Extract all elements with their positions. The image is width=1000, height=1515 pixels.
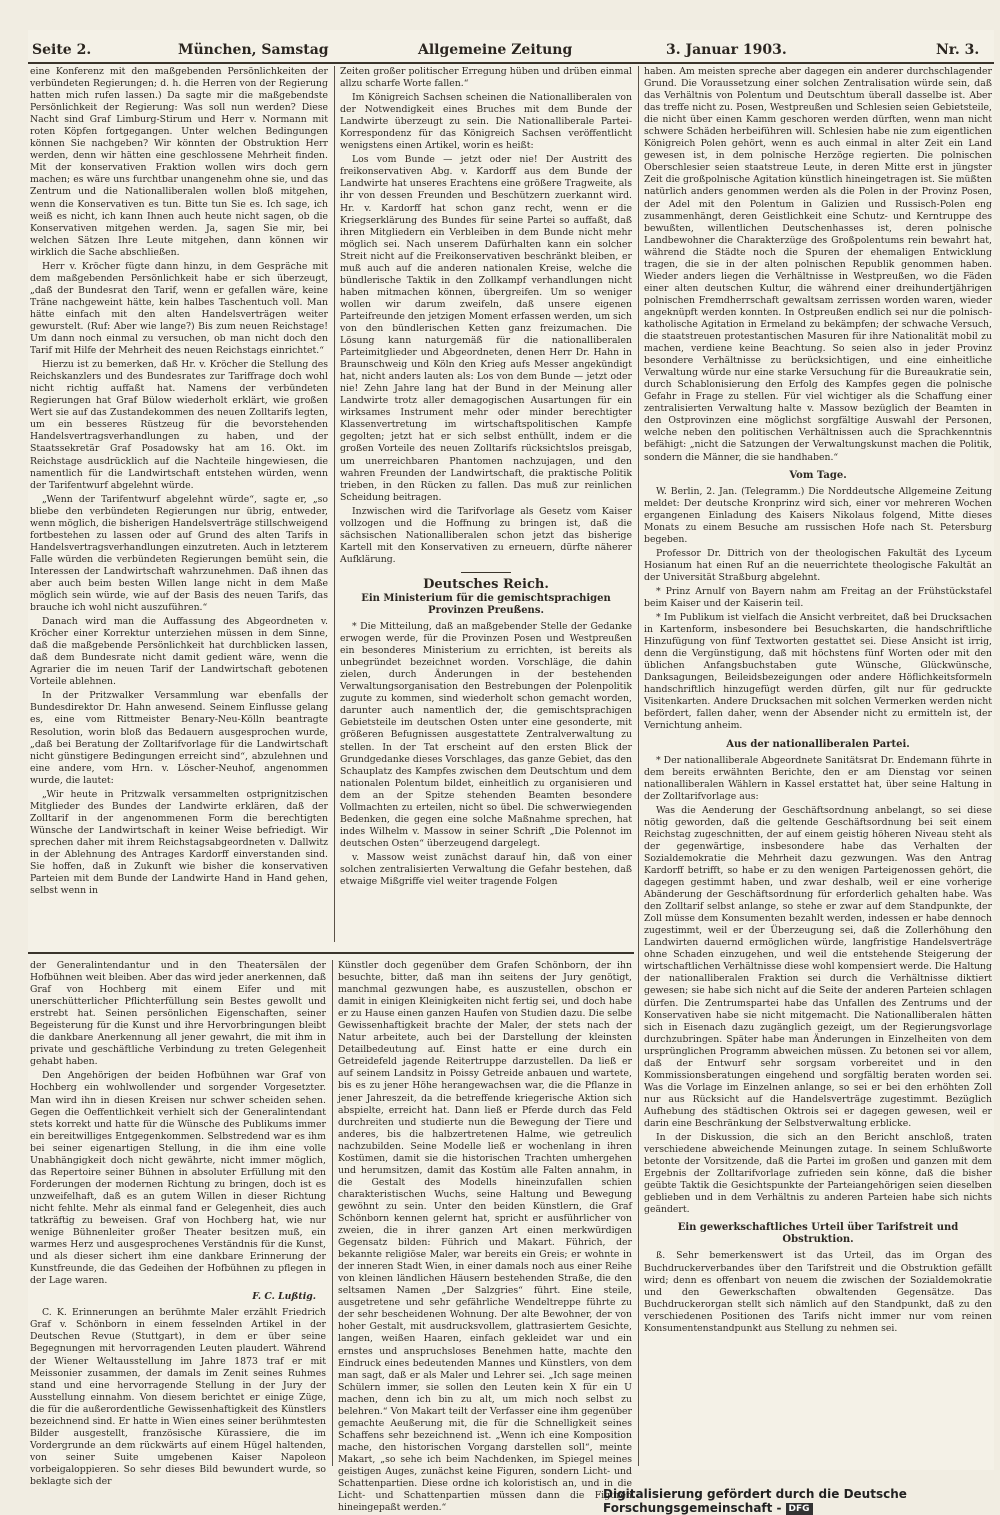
paragraph: Den Angehörigen der beiden Hofbühnen war Graf von Hochberg ein wohlwollender und sorgender Vorgesetzter. Man wird ihn in diesen Kreisen nur schwer scheiden sehen. Gegen die Oeffentlichkeit verhielt sich der Generalintendant stets korrekt und hatte für die Wünsche des Publikums immer ein bereitwilliges Entgegenkommen. Selbstredend war es ihm bei seiner eigenartigen Stellung, in die ihm eine volle Unabhängigkeit doch nicht gewährte, nicht immer möglich, das Repertoire seiner Bühnen in absoluter Erfüllung mit den Forderungen der modernen Richtung zu bringen, doch ist es unzweifelhaft, daß es an gutem Willen in dieser Richtung nicht fehlte. Mehr als einmal fand er Gelegenheit, dies auch tatkräftig zu beweisen. Graf von Hochberg hat, wie nur wenige Bühnenleiter großer Theater besitzen muß, ein warmes Herz und ausgesprochenes Verständnis für die Kunst, und als dieser sichert ihm eine dankbare Erinnerung der Kunstfreunde, die das Gedeihen der Hofbühnen zu pflegen in der Lage waren. xyxy=(30,1070,326,1287)
paragraph: Danach wird man die Auffassung des Abgeordneten v. Kröcher einer Korrektur unterziehen müssen in dem Sinne, daß die maßgebende Persönlichkeit hat durchblicken lassen, daß dem Bundesrate nicht damit gedient wäre, wenn die Agrarier die im neuen Tarif der Landwirtschaft gebotenen Vorteile ablehnen. xyxy=(30,616,328,688)
issue-number: Nr. 3. xyxy=(936,42,980,58)
issue-date: 3. Januar 1903. xyxy=(666,42,787,58)
column-divider xyxy=(332,960,333,1466)
dfg-logo: DFG xyxy=(786,1503,813,1515)
quotation: Los vom Bunde — jetzt oder nie! Der Austritt des freikonservativen Abg. v. Kardorff aus dem Bunde der Landwirte hat unseres Erachtens eine größere Tragweite, als ihr von dessen Freunden und Beschützern zuerkannt wird. Hr. v. Kardorff hat schon ganz recht, wenn er die Kriegserklärung des Bundes für seine Partei so auffaßt, daß ihren Mitgliedern ein Verbleiben in dem Bunde nicht mehr möglich sei. Nach unserem Dafürhalten kann ein solcher Streit nicht auf die Freikonservativen beschränkt bleiben, er muß auch auf die anderen nationalen Kreise, welche die bündlerische Taktik in den Zollkampf verhandlungen nicht haben mitmachen können, übergreifen. Um so weniger wollen wir darum zweifeln, daß unsere eigenen Parteifreunde den jetzigen Moment erfassen werden, um sich von den bündlerischen Ketten ganz freizumachen. Die Lösung kann naturgemäß für die nationalliberalen Parteimitglieder und Abgeordneten, denen Herr Dr. Hahn in Braunschweig und Köln den Krieg aufs Messer angekündigt hat, nicht anders lauten als: Los von dem Bunde — jetzt oder nie! Zehn Jahre lang hat der Bund in der Meinung aller Landwirte trotz aller demagogischen Ausartungen für ein wirksames Instrument mehr oder minder berechtigter Klassenvertretung im wirtschaftspolitischen Kampfe gegolten; jetzt hat er sich selbst enthüllt, indem er die großen Vorteile des neuen Zolltarifs rücksichtslos preisgab, um unerreichbaren Phantomen nachzujagen, und den wahren Freunden der Landwirtschaft, die praktische Politik trieben, in den Rücken zu fallen. Das muß zur reinlichen Scheidung beitragen. xyxy=(340,154,632,503)
section-rule xyxy=(461,572,511,573)
paragraph: Was die Aenderung der Geschäftsordnung anbelangt, so sei diese nötig geworden, daß die geltende Geschäftsordnung bei seit einem Reichstag zugeschnitten, der auf einem geistig höheren Niveau steht als der gegenwärtige, insbesondere habe das Verhalten der Sozialdemokratie die Mehrheit dazu gezwungen. Was den Antrag Kardorff betrifft, so habe er zu den wenigen Parteigenossen gehört, die dagegen gestimmt haben, und zwar deshalb, weil er eine vorherige Abänderung der Geschäftsordnung für erforderlich gehalten habe. Was den Zolltarif selbst anlange, so stehe er zwar auf dem Standpunkte, der Zoll müsse dem Konsumenten bezahlt werden, indessen er habe dennoch zugestimmt, weil er der Überzeugung sei, daß die Zollerhöhung den Landwirten dauernd ermöglichen würde, langfristige Handelsverträge ohne Schaden einzugehen, und weil die entstehende Steigerung der wirtschaftlichen Verhältnisse diese wohl kompensiert werde. Die Haltung der nationalliberalen Fraktion sei durch die Verhältnisse diktiert gewesen; sie habe sich nicht auf die Seite der anderen Parteien schlagen dürfen. Die Zentrumspartei habe das Unfallen des Zentrums und der Konservativen habe sie nicht mitgemacht. Die Nationalliberalen hätten sich in Eisenach dazu zugänglich gezeigt, um der Regierungsvorlage durchzubringen. Später habe man Änderungen in Einzelheiten von dem ursprünglichen Programm abweichen müssen. Zu betonen sei vor allem, daß der Entwurf sehr sorgsam vorbereitet und in den Kommissionsberatungen eingehend und sorgfältig beraten worden sei. Was die Vorlage im Einzelnen anlange, so sei er bei den erhöhten Zoll nur aus Rücksicht auf die Handelsverträge zugestimmt. Bezüglich Aufhebung des städtischen Oktrois sei er dagegen gewesen, weil er darin eine Beschränkung der Selbstverwaltung erblicke. xyxy=(644,804,992,1129)
section-heading: Ein gewerkschaftliches Urteil über Tarifstreit und Obstruktion. xyxy=(677,1222,959,1246)
paragraph: ß. Sehr bemerkenswert ist das Urteil, das im Organ des Buchdruckerverbandes über den Tarifstreit und die Obstruktion gefällt wird; denn es offenbart von neuem die zwischen der Sozialdemokratie und den Gewerkschaften obwaltenden Gegensätze. Das Buchdruckerorgan stellt sich nämlich auf den Standpunkt, daß zu den verschiedenen Positionen des Tarifs nicht immer nur vom reinen Konsumentenstandpunkt aus Stellung zu nehmen sei. xyxy=(644,1250,992,1334)
paragraph: v. Massow weist zunächst darauf hin, daß von einer solchen zentralisierten Verwaltung die Gefahr bestehen, daß etwaige Mißgriffe viel weiter tragende Folgen xyxy=(340,851,632,888)
column-3 xyxy=(644,66,992,1466)
paragraph: * Die Mitteilung, daß an maßgebender Stelle der Gedanke erwogen werde, für die Provinzen Posen und Westpreußen ein besonderes Ministerium zu errichten, ist bereits als unbegründet bezeichnet worden. Vorschläge, die dahin zielen, durch Änderungen in der bestehenden Verwaltungsorganisation den Bestrebungen der Polenpolitik zugute zu kommen, sind wiederholt schon gemacht worden, darunter auch namentlich der, die gemischtsprachigen Gebietsteile im deutschen Osten unter eine gesonderte, mit größeren Befugnissen ausgestattete Zentralverwaltung zu stellen. In der Tat erscheint auf den ersten Blick der Grundgedanke dieses Vorschlages, das ganze Gebiet, das den Schauplatz des Kampfes zwischen dem Deutschtum und dem nationalen Polentum bildet, einheitlich zu organisieren und dem an der Spitze stehenden Beamten besondere Vollmachten zu erteilen, nicht so übel. Die schwerwiegenden Bedenken, die gegen eine solche Maßnahme sprechen, hat indes Wilhelm v. Massow in seiner Schrift „Die Polennot im deutschen Osten“ überzeugend dargelegt. xyxy=(340,621,632,849)
paragraph: Künstler doch gegenüber dem Grafen Schönborn, der ihn besuchte, bitter, daß man ihn seitens der Jury genötigt, manchmal gezwungen habe, es auszustellen, obschon er damit in einigen Kleinigkeiten nicht fertig sei, und doch habe er zu Hause einen ganzen Haufen von Studien dazu. Die selbe Gewissenhaftigkeit brachte der Maler, der stets nach der Natur arbeitete, auch bei der Darstellung der kleinsten Detailbedeutung auf. Einst hatte er eine durch ein Getreidefeld jagende Reitertruppe darzustellen. Da ließ er auf seinem Landsitz in Poissy Getreide anbauen und wartete, bis es zu jener Höhe herangewachsen war, die die Pflanze in jener Jahreszeit, da die betreffende kriegerische Aktion sich abspielte, erreicht hat. Dann ließ er Pferde durch das Feld durchreiten und studierte nun die Bewegung der Tiere und anderes, bis die halbzertretenen Halme, wie getreulich nachzubilden. Seine Modelle ließ er wochenlang in ihren Kostümen, damit sie die historischen Trachten umhergehen und herumsitzen, damit das Kostüm alle Falten annahm, in die Gestalt des Modells hineinzufallen schien charakteristischen Wuchs, seine Haltung und Bewegung gewöhnt zu sein. Unter den beiden Künstlern, die Graf Schönborn kennen gelernt hat, spricht er ausführlicher von zweien, die in ihrer ganzen Art einen merkwürdigen Gegensatz bilden: Führich und Makart. Führich, der bekannte religiöse Maler, war bereits ein Greis; er wohnte in der inneren Stadt Wien, in einer damals noch aus einer Reihe von kleinen ländlichen Häusern bestehenden Straße, die den seltsamen Namen „Der Salzgries“ führt. Eine steile, ausgetretene und sehr gefährliche Wendeltreppe führte zu der sehr bescheidenen Wohnung. Der alte Bewohner, der von hoher Gestalt, mit ausdrucksvollem, glattrasiertem Gesichte, langen, weißen Haaren, einfach gekleidet war und ein ernstes und anspruchsloses Benehmen hatte, machte den Eindruck eines bedeutenden Mannes und Künstlers, von dem man sagt, daß er als Maler und Lehrer sei. „Ich sage meinen Schülern immer, sie sollen den Leuten kein X für ein U machen, denn ich bin zu alt, um mich noch selbst zu belehren.“ Von Makart teilt der Verfasser eine ihm gegenüber gemachte Aeußerung mit, die für die Schnelligkeit seines Schaffens sehr bezeichnend ist. „Wenn ich eine Komposition mache, den historischen Vorgang darstellen soll“, meinte Makart, „so sehe ich beim Nachdenken, im Spiegel meines geistigen Auges, zunächst keine Figuren, sondern Licht- und Schattenpartien. Diese ordne ich koloristisch an, und in die Licht- und Schattenpartien müssen dann die Figuren hineingepaßt werden.“ xyxy=(338,960,632,1514)
paragraph: * Der nationalliberale Abgeordnete Sanitätsrat Dr. Endemann führte in dem bereits erwähnten Berichte, den er am Dienstag vor seinen nationalliberalen Wählern in Kassel erstattet hat, über seine Haltung in der Zolltarifvorlage aus: xyxy=(644,754,992,802)
feuilleton-rule xyxy=(28,952,634,954)
news-item: Professor Dr. Dittrich von der theologischen Fakultät des Lyceum Hosianum hat einen Ruf an die neuerrichtete theologische Fakultät an der Universität Straßburg abgelehnt. xyxy=(644,547,992,583)
news-item: W. Berlin, 2. Jan. (Telegramm.) Die Norddeutsche Allgemeine Zeitung meldet: Der deutsche Kronprinz wird sich, einer vor mehreren Wochen ergangenen Einladung des Kaisers Nikolaus folgend, Mitte dieses Monats zu einem Besuche am russischen Hofe nach St. Petersburg begeben. xyxy=(644,485,992,545)
digitization-footer xyxy=(603,1487,993,1515)
paragraph: der Generalintendantur und in den Theatersälen der Hofbühnen weit bleiben. Aber das wird jeder anerkennen, daß Graf von Hochberg mit einem Eifer und mit unerschütterlicher Pflichterfüllung sein Bestes gewollt und erstrebt hat. Seinen persönlichen Eigenschaften, seiner Begeisterung für die Kunst und ihre Hervorbringungen bleibt die dankbare Anerkennung all jener gewahrt, die mit ihm in private und geschäftliche Verbindung zu treten Gelegenheit gehabt haben. xyxy=(30,960,326,1068)
place-date: München, Samstag xyxy=(178,42,329,58)
paragraph: Inzwischen wird die Tarifvorlage als Gesetz vom Kaiser vollzogen und die Hoffnung zu bringen ist, daß die sächsischen Nationalliberalen schon jetzt das bisherige Kartell mit den Konservativen zu erneuern, dürfte näherer Aufklärung. xyxy=(340,505,632,565)
column-divider xyxy=(334,66,335,942)
column-2 xyxy=(340,66,632,946)
paragraph: Im Königreich Sachsen scheinen die Nationalliberalen von der Notwendigkeit eines Bruches mit dem Bunde der Landwirte überzeugt zu sein. Die Nationalliberale Partei-Korrespondenz für das Königreich Sachsen veröffentlicht wenigstens einen Artikel, worin es heißt: xyxy=(340,92,632,152)
quotation: „Wenn der Tarifentwurf abgelehnt würde“, sagte er, „so bliebe den verbündeten Regierungen nur übrig, entweder, wenn möglich, die bisherigen Handelsverträge stillschweigend fortbestehen zu lassen oder auf Grund des alten Tarifs in Handelsvertragsverhandlungen einzutreten. Auch in letzterem Falle würden die verbündeten Regierungen bemüht sein, die Interessen der Landwirtschaft wahrzunehmen. Daß ihnen das aber auch beim besten Willen lange nicht in dem Maße möglich sein würde, wie auf der Basis des neuen Tarifs, das brauche ich wohl nicht auszuführen.“ xyxy=(30,493,328,614)
news-item: * Im Publikum ist vielfach die Ansicht verbreitet, daß bei Drucksachen in Kartenform, insbesondere bei Besuchskarten, die handschriftliche Hinzufügung von fünf Textworten gestattet sei. Diese Ansicht ist irrig, denn die Vergünstigung, daß mit höchstens fünf Worten oder mit den üblichen Anfangsbuchstaben gute Wünsche, Glückwünsche, Danksagungen, Beileidsbezeigungen oder andere Höflichkeitsformeln handschriftlich hinzugefügt werden dürfen, gilt nur für gedruckte Visitenkarten. Andere Drucksachen mit solchen Vermerken werden nicht befördert, fallen daher, wenn der Absender nicht zu ermitteln ist, der Vernichtung anheim. xyxy=(644,612,992,732)
section-heading: Deutsches Reich. xyxy=(423,576,549,592)
author-signature: F. C. Lußtig. xyxy=(252,1291,316,1303)
article-heading: Ein Ministerium für die gemischtsprachigen Provinzen Preußens. xyxy=(361,592,611,617)
feuilleton-column-left xyxy=(30,960,326,1487)
paragraph: haben. Am meisten spreche aber dagegen ein anderer durchschlagender Grund. Die Voraussetzung einer solchen Zentralisation würde sein, daß das Verhältnis von Polentum und Deutschtum überall dasselbe ist. Aber das treffe nicht zu. Posen, Westpreußen und Schlesien seien Gebietsteile, die nicht über einen Kamm geschoren werden dürften, wenn man nicht schwere Schäden herbeiführen will. Schlesien habe nie zum eigentlichen Königreich Polen gehört, wenn es auch einmal in alter Zeit ein Land gewesen ist, in dem polnische Herzöge regierten. Die polnischen Oberschlesier seien staatstreue Leute, in deren Mitte erst in jüngster Zeit die großpolnische Agitation künstlich hineingetragen ist. Sie müßten natürlich anders genommen werden als die Polen in der Provinz Posen, der Adel mit den Polentum in Galizien und Russisch-Polen eng zusammenhängt, deren Geistlichkeit eine Schutz- und Kerntruppe des bewußten, willentlichen Deutschenhasses ist, deren polnische Landbewohner die Charakterzüge des Großpolentums rein bewahrt hat, während die Städte noch die Spuren der ehemaligen Entwicklung tragen, die sie in der alten polnischen Republik genommen haben. Wieder anders liegen die Verhältnisse in Westpreußen, wo die Fäden einer alten deutschen Kultur, die während einer dreihundertjährigen polnischen Fremdherrschaft gewaltsam zerrissen worden waren, wieder angeknüpft werden konnten. In Ostpreußen endlich sei nur die polnisch-katholische Agitation in Ermeland zu bekämpfen; der schwache Versuch, die staatstreuen protestantischen Masuren für ihre Nationalität mobil zu machen, verdiene keine Beachtung. So seien also in jeder Provinz besondere Verhältnisse zu berücksichtigen, und eine einheitliche Verwaltung würde nur eine starke Versuchung für die Bureaukratie sein, durch Schablonisierung den Erfolg des Kampfes gegen die polnische Gefahr in Frage zu stellen. Für viel wichtiger als die Schaffung einer zentralisierten Verwaltung halte v. Massow bezüglich der Beamten in den Ostprovinzen eine möglichst sorgfältige Auswahl der Personen, welche neben den politischen Verhältnissen auch die Sprachkenntnis befähigt: „nicht die Satzungen der Verwaltungskunst machen die Politik, sondern die Männer, die sie handhaben.“ xyxy=(644,66,992,463)
quotation: „Wir heute in Pritzwalk versammelten ostprignitzischen Mitglieder des Bundes der Landwirte erklären, daß der Zolltarif in der angenommenen Form die berechtigten Wünsche der Landwirtschaft in keiner Weise befriedigt. Wir sprechen daher mit ihrem Reichstagsabgeordneten v. Dallwitz in der Ablehnung des Antrages Kardorff einverstanden sind. Sie hoffen, daß in Zukunft wie bisher die konservativen Parteien mit dem Bunde der Landwirte Hand in Hand gehen, selbst wenn in xyxy=(30,788,328,897)
news-item: * Prinz Arnulf von Bayern nahm am Freitag an der Frühstückstafel beim Kaiser und der Kaiserin teil. xyxy=(644,585,992,610)
page-number: Seite 2. xyxy=(32,42,92,58)
paragraph: In der Pritzwalker Versammlung war ebenfalls der Bundesdirektor Dr. Hahn anwesend. Seinem Einflusse gelang es, eine vom Rittmeister Benary-Neu-Kölln beantragte Resolution, worin bloß das Bedauern ausgesprochen wurde, „daß bei Beratung der Zolltarifvorlage für die Landwirtschaft nicht günstigere Bedingungen erreicht sind“, abzulehnen und eine andere, vom Hrn. v. Löscher-Neuhof, angenommen wurde, die lautet: xyxy=(30,690,328,786)
paragraph: Herr v. Kröcher fügte dann hinzu, in dem Gespräche mit dem maßgebenden Persönlichkeit habe er sich überzeugt, „daß der Bundesrat den Tarif, wenn er gefallen wäre, keine Träne nachgeweint hätte, kein halbes Taschentuch voll. Man hätte einfach mit den alten Handelsverträgen weiter gewurstelt. (Ruf: Aber wie lange?) Bis zum neuen Reichstage! Um dann noch einmal zu versuchen, ob man nicht doch den Tarif mit Hilfe der Mehrheit des neuen Reichstags einrichtet.“ xyxy=(30,260,328,357)
column-divider xyxy=(638,66,639,1466)
newspaper-title: Allgemeine Zeitung xyxy=(418,42,573,58)
paragraph: C. K. Erinnerungen an berühmte Maler erzählt Friedrich Graf v. Schönborn in einem fesselnden Artikel in der Deutschen Revue (Stuttgart), in dem er über seine Begegnungen mit hervorragenden Leuten plaudert. Während der Wiener Weltausstellung im Jahre 1873 traf er mit Meissonier zusammen, der damals im Zenit seines Ruhmes stand und eine hervorragende Stellung in der Jury der Ausstellung einnahm. Von diesem berichtet er einige Züge, die für die außerordentliche Gewissenhaftigkeit des Künstlers bezeichnend sind. Er hatte in Wien eines seiner berühmtesten Bilder ausgestellt, französische Kürassiere, die im Vordergrunde an dem rückwärts auf einem Hügel haltenden, von seiner Suite umgebenen Kaiser Napoleon vorbeigaloppieren. So sehr dieses Bild bewundert wurde, so beklagte sich der xyxy=(30,1307,326,1487)
masthead xyxy=(28,38,994,64)
paragraph: Hierzu ist zu bemerken, daß Hr. v. Kröcher die Stellung des Reichskanzlers und des Bundesrates zur Tariffrage doch wohl nicht richtig auffaßt hat. Namens der verbündeten Regierungen hat Graf Bülow wiederholt erklärt, wie großen Wert sie auf das Zustandekommen des neuen Zolltarifs legten, um ein besseres Rüstzeug für die bevorstehenden Handelsvertragsverhandlungen zu haben, und der Staatssekretär Graf Posadowsky hat am 16. Okt. im Reichstage ausdrücklich auf die Nachteile hingewiesen, die namentlich für die Landwirtschaft entstehen würden, wenn der Tarifentwurf abgelehnt würde. xyxy=(30,359,328,491)
section-heading: Vom Tage. xyxy=(789,469,847,481)
paragraph: Zeiten großer politischer Erregung hüben und drüben einmal allzu scharfe Worte fallen.“ xyxy=(340,66,632,90)
paragraph: In der Diskussion, die sich an den Bericht anschloß, traten verschiedene abweichende Meinungen zutage. In seinem Schlußworte betonte der Vorsitzende, daß die Partei im großen und ganzen mit dem Ergebnis der Zolltarifvorlage zufrieden sein könne, daß die bisher geübte Taktik die Gesichtspunkte der Parteiangehörigen seien dieselben geblieben und in dem Verhältnis zu anderen Parteien habe sich nichts geändert. xyxy=(644,1132,992,1216)
column-1 xyxy=(30,66,328,946)
paragraph: eine Konferenz mit den maßgebenden Persönlichkeiten der verbündeten Regierungen; d. h. die Herren von der Regierung hatten mich rufen lassen.) Da sagte mir die maßgebendste Persönlichkeit der Regierung: Was soll nun werden? Diese Nacht sind Graf Limburg-Stirum und Herr v. Normann mit roten Köpfen fortgegangen. Unter welchen Bedingungen können Sie nachgeben? Wir könnten der Obstruktion Herr werden, denn wir hätten eine geschlossene Mehrheit finden. Mit der konservativen Fraktion wollen wirs doch gern machen; es wäre uns furchtbar unangenehm ohne sie, und das Zentrum und die Nationalliberalen wollen bloß mitgehen, wenn die Konservativen es tun. Bitte tun Sie es. Ich sage, ich weiß es nicht, ich kann Ihnen auch heute nicht sagen, ob die Konservativen mitgehen werden. Ja, sagen Sie mir, bei welchen Sätzen Ihre Leute mitgehen, dann können wir wirklich die Sache abschließen. xyxy=(30,66,328,258)
footer-text: Digitalisierung gefördert durch die Deutsche Forschungsgemeinschaft - xyxy=(603,1487,907,1515)
section-heading: Aus der nationalliberalen Partei. xyxy=(726,738,910,750)
feuilleton-column-right xyxy=(338,960,632,1514)
